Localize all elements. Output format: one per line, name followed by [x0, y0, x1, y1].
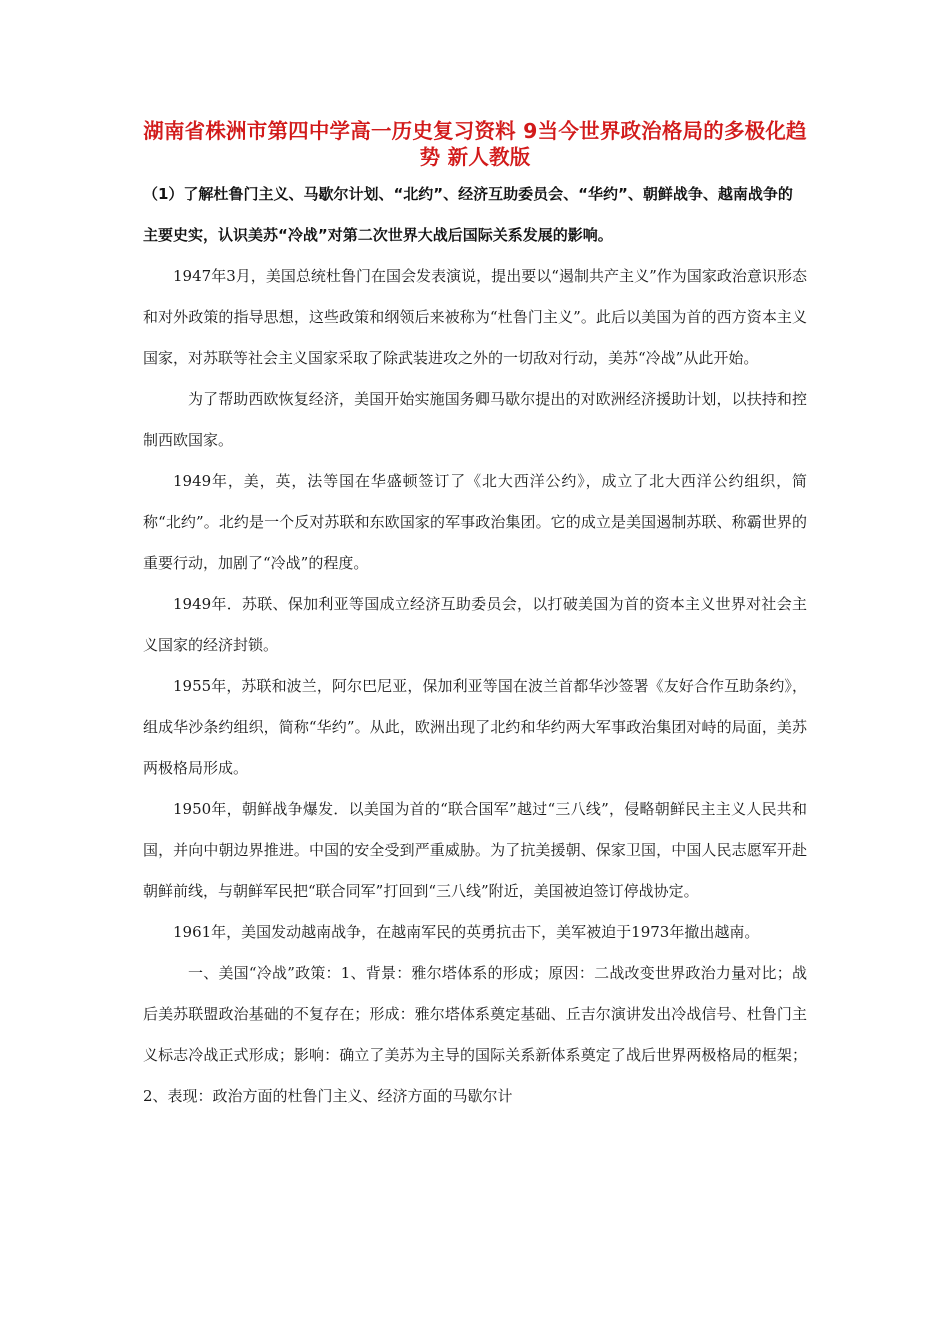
document-title: 湖南省株洲市第四中学高一历史复习资料 9当今世界政治格局的多极化趋势 新人教版	[143, 119, 807, 169]
paragraph-korean-war: 1950年，朝鲜战争爆发．以美国为首的“联合国军”越过“三八线”，侵略朝鲜民主主义人民共和国，并向中朝边界推进。中国的安全受到严重威胁。为了抗美援朝、保家卫国，中国人民志愿军开赴朝鲜前线，与朝鲜军民把“联合同军”打回到“三八线”附近，美国被迫签订停战协定。	[143, 800, 807, 900]
paragraph-nato: 1949年，美，英，法等国在华盛顿签订了《北大西洋公约》，成立了北大西洋公约组织，简称“北约”。北约是一个反对苏联和东欧国家的军事政治集团。它的成立是美国遏制苏联、称霸世界的重要行动，加剧了“冷战”的程度。	[143, 472, 807, 572]
paragraph-comecon: 1949年．苏联、保加利亚等国成立经济互助委员会，以打破美国为首的资本主义世界对社会主义国家的经济封锁。	[143, 595, 807, 654]
paragraph-vietnam-war: 1961年，美国发动越南战争，在越南军民的英勇抗击下，美军被迫于1973年撤出越南。	[173, 923, 760, 941]
paragraph-warsaw-pact: 1955年，苏联和波兰，阿尔巴尼亚，保加利亚等国在波兰首都华沙签署《友好合作互助条约》，组成华沙条约组织，简称“华约”。从此，欧洲出现了北约和华约两大军事政治集团对峙的局面，美苏两极格局形成。	[143, 677, 807, 777]
paragraph-marshall-plan: 为了帮助西欧恢复经济，美国开始实施国务卿马歇尔提出的对欧洲经济援助计划，以扶持和控制西欧国家。	[143, 390, 807, 449]
learning-objective: （1）了解杜鲁门主义、马歇尔计划、“北约”、经济互助委员会、“华约”、朝鲜战争、越南战争的主要史实，认识美苏“冷战”对第二次世界大战后国际关系发展的影响。	[143, 185, 793, 244]
paragraph-cold-war-policy: 一、美国“冷战”政策：1、背景：雅尔塔体系的形成；原因：二战改变世界政治力量对比；战后美苏联盟政治基础的不复存在；形成：雅尔塔体系奠定基础、丘吉尔演讲发出冷战信号、杜鲁门主义标志冷战正式形成；影响：确立了美苏为主导的国际关系新体系奠定了战后世界两极格局的框架；2、表现：政治方面的杜鲁门主义、经济方面的马歇尔计	[143, 964, 807, 1105]
paragraph-truman-doctrine: 1947年3月，美国总统杜鲁门在国会发表演说，提出要以“遏制共产主义”作为国家政治意识形态和对外政策的指导思想，这些政策和纲领后来被称为“杜鲁门主义”。此后以美国为首的西方资本主义国家，对苏联等社会主义国家采取了除武装进攻之外的一切敌对行动，美苏“冷战”从此开始。	[143, 267, 807, 367]
